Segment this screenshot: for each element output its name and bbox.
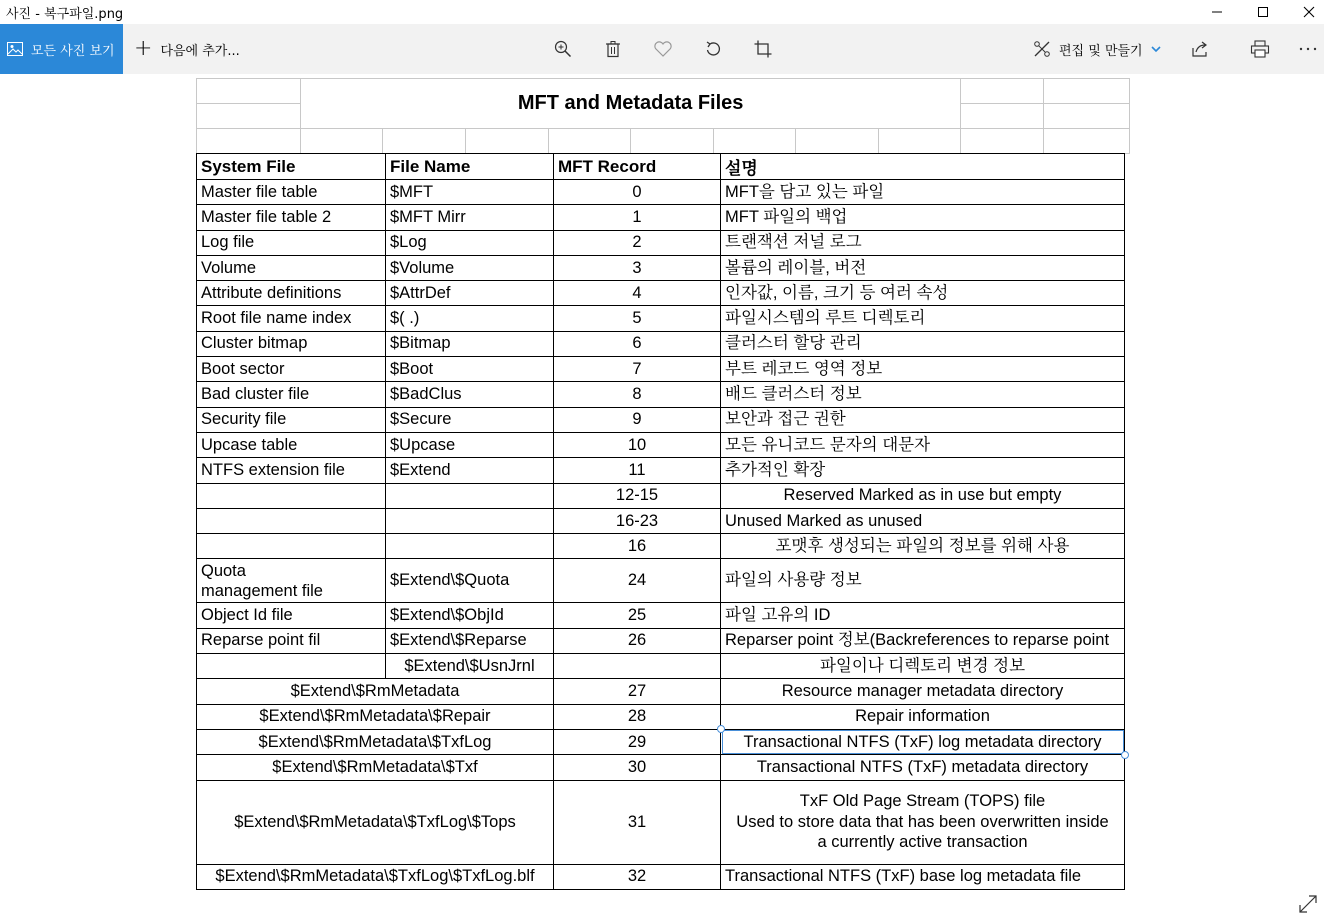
selection-handle[interactable]: [717, 725, 725, 733]
cell-description: 포맷후 생성되는 파일의 정보를 위해 사용: [721, 534, 1125, 559]
delete-button[interactable]: [603, 39, 623, 59]
cell-mft-record: 12-15: [554, 483, 721, 508]
cell-system-file: Master file table: [197, 180, 386, 205]
chevron-down-icon: [1151, 44, 1161, 54]
cell-file-name: $Volume: [386, 255, 554, 280]
cell-mft-record: 11: [554, 458, 721, 483]
cell-description: 보안과 접근 권한: [721, 407, 1125, 432]
cell-description: 볼륨의 레이블, 버전: [721, 255, 1125, 280]
edit-icon: [1033, 40, 1051, 58]
cell-description: Transactional NTFS (TxF) base log metadata file: [721, 864, 1125, 889]
table-row: [197, 603, 1125, 628]
add-to-button[interactable]: [134, 24, 240, 74]
cell-description: Resource manager metadata directory: [721, 679, 1125, 704]
title-bar: [0, 0, 1324, 24]
crop-icon: [754, 40, 772, 58]
cell-system-file: [197, 483, 386, 508]
table-row: [197, 458, 1125, 483]
cell-mft-record: 25: [554, 603, 721, 628]
cell-file-name: $Extend: [386, 458, 554, 483]
cell-file-name: [386, 483, 554, 508]
cell-description: Transactional NTFS (TxF) metadata directory: [721, 755, 1125, 780]
table-row: [197, 483, 1125, 508]
cell-file-name: [386, 508, 554, 533]
zoom-button[interactable]: [553, 39, 573, 59]
cell-mft-record: 32: [554, 864, 721, 889]
cell-merged-name: $Extend\$RmMetadata: [197, 679, 554, 704]
cell-mft-record: 2: [554, 230, 721, 255]
cell-merged-name: $Extend\$RmMetadata\$TxfLog: [197, 729, 554, 754]
rotate-button[interactable]: [703, 39, 723, 59]
cell-system-file: Bad cluster file: [197, 382, 386, 407]
cell-description: MFT 파일의 백업: [721, 205, 1125, 230]
cell-system-file: Log file: [197, 230, 386, 255]
share-icon: [1191, 40, 1211, 58]
maximize-button[interactable]: [1240, 0, 1286, 24]
heart-icon: [653, 40, 673, 58]
cell-merged-name: $Extend\$RmMetadata\$Txf: [197, 755, 554, 780]
table-row: [197, 306, 1125, 331]
cell-file-name: $MFT: [386, 180, 554, 205]
cell-mft-record: 30: [554, 755, 721, 780]
cell-description: Reserved Marked as in use but empty: [721, 483, 1125, 508]
cell-merged-name: $Extend\$RmMetadata\$Repair: [197, 704, 554, 729]
cell-mft-record: 26: [554, 628, 721, 653]
maximize-icon: [1257, 6, 1269, 18]
toolbar: [0, 24, 1324, 74]
cell-mft-record: 9: [554, 407, 721, 432]
window-title: 사진 - 복구파일.png: [6, 7, 124, 22]
cell-description: Reparser point 정보(Backreferences to reparse point: [721, 628, 1125, 653]
cell-mft-record: 1: [554, 205, 721, 230]
header-cell: [1043, 79, 1129, 104]
cell-description: MFT을 담고 있는 파일: [721, 180, 1125, 205]
cell-file-name: $AttrDef: [386, 281, 554, 306]
trash-icon: [604, 40, 622, 58]
minimize-button[interactable]: [1194, 0, 1240, 24]
column-header-description: 설명: [721, 154, 1125, 180]
table-row: [197, 654, 1125, 679]
cell-system-file: Boot sector: [197, 357, 386, 382]
table-row: [197, 534, 1125, 559]
all-photos-label: 모든 사진 보기: [31, 43, 115, 59]
selected-cell: Transactional NTFS (TxF) log metadata directory: [721, 729, 1125, 754]
cell-description: 모든 유니코드 문자의 대문자: [721, 432, 1125, 457]
cell-description: Repair information: [721, 704, 1125, 729]
cell-mft-record: 16-23: [554, 508, 721, 533]
cell-file-name: $Bitmap: [386, 331, 554, 356]
cell-mft-record: 4: [554, 281, 721, 306]
header-grid: [196, 78, 1130, 154]
more-icon: [1298, 46, 1318, 52]
fullscreen-button[interactable]: [1297, 893, 1319, 915]
cell-description: 파일의 사용량 정보: [721, 559, 1125, 603]
table-row: [197, 679, 1125, 704]
cell-mft-record: 5: [554, 306, 721, 331]
table-row: [197, 382, 1125, 407]
cell-merged-name: $Extend\$RmMetadata\$TxfLog\$Tops: [197, 780, 554, 864]
cell-merged-name: $Extend\$RmMetadata\$TxfLog\$TxfLog.blf: [197, 864, 554, 889]
table-row: [197, 205, 1125, 230]
cell-mft-record: 29: [554, 729, 721, 754]
cell-system-file: [197, 654, 386, 679]
cell-file-name: $Upcase: [386, 432, 554, 457]
cell-file-name: $Extend\$ObjId: [386, 603, 554, 628]
table-row: [197, 508, 1125, 533]
cell-system-file: Root file name index: [197, 306, 386, 331]
plus-icon: +: [134, 36, 153, 61]
cell-system-file: Master file table 2: [197, 205, 386, 230]
cell-description: Unused Marked as unused: [721, 508, 1125, 533]
cell-mft-record: 0: [554, 180, 721, 205]
cell-system-file: Upcase table: [197, 432, 386, 457]
cell-mft-record: 16: [554, 534, 721, 559]
table-row: [197, 407, 1125, 432]
cell-system-file: Reparse point fil: [197, 628, 386, 653]
table-row: [197, 281, 1125, 306]
cell-file-name: $Secure: [386, 407, 554, 432]
edit-create-label: 편집 및 만들기: [1059, 43, 1143, 59]
cell-mft-record: 28: [554, 704, 721, 729]
column-header-file-name: File Name: [386, 154, 554, 180]
add-to-label: 다음에 추가...: [160, 43, 240, 59]
cell-mft-record: 6: [554, 331, 721, 356]
table-row: [197, 704, 1125, 729]
cell-mft-record: 8: [554, 382, 721, 407]
table-row: [197, 357, 1125, 382]
table-row: [197, 432, 1125, 457]
cell-description: 파일시스템의 루트 디렉토리: [721, 306, 1125, 331]
table-row: [197, 255, 1125, 280]
rotate-icon: [704, 40, 722, 58]
cell-file-name: $Extend\$UsnJrnl: [386, 654, 554, 679]
cell-mft-record: 10: [554, 432, 721, 457]
cell-system-file: Security file: [197, 407, 386, 432]
print-button[interactable]: [1250, 39, 1270, 59]
cell-file-name: $Extend\$Reparse: [386, 628, 554, 653]
cell-mft-record: 27: [554, 679, 721, 704]
cell-mft-record: 7: [554, 357, 721, 382]
cell-description: 클러스터 할당 관리: [721, 331, 1125, 356]
cell-system-file: Volume: [197, 255, 386, 280]
photo-icon: [7, 42, 23, 56]
header-cell: [197, 104, 301, 129]
cell-system-file: Attribute definitions: [197, 281, 386, 306]
table-row: [197, 628, 1125, 653]
print-icon: [1250, 40, 1270, 58]
close-icon: [1303, 6, 1315, 18]
table-row: [197, 230, 1125, 255]
cell-file-name: $Extend\$Quota: [386, 559, 554, 603]
cell-system-file: Object Id file: [197, 603, 386, 628]
crop-button[interactable]: [753, 39, 773, 59]
cell-system-file: [197, 508, 386, 533]
cell-mft-record: 31: [554, 780, 721, 864]
cell-mft-record: 3: [554, 255, 721, 280]
column-header-mft-record: MFT Record: [554, 154, 721, 180]
cell-description: TxF Old Page Stream (TOPS) file Used to store data that has been overwritten inside a currently active transaction: [721, 780, 1125, 864]
cell-file-name: $Log: [386, 230, 554, 255]
table-row: [197, 180, 1125, 205]
photo-canvas[interactable]: [196, 78, 1130, 896]
selection-handle[interactable]: [1121, 751, 1129, 759]
table-row: [197, 864, 1125, 889]
cell-description: 트랜잭션 저널 로그: [721, 230, 1125, 255]
cell-description: 파일이나 디렉토리 변경 정보: [721, 654, 1125, 679]
cell-description: 인자값, 이름, 크기 등 여러 속성: [721, 281, 1125, 306]
cell-system-file: Cluster bitmap: [197, 331, 386, 356]
edit-create-button[interactable]: [1033, 24, 1161, 74]
cell-mft-record: 24: [554, 559, 721, 603]
cell-system-file: NTFS extension file: [197, 458, 386, 483]
minimize-icon: [1211, 6, 1223, 18]
cell-system-file: [197, 534, 386, 559]
close-button[interactable]: [1286, 0, 1324, 24]
cell-file-name: $Boot: [386, 357, 554, 382]
cell-file-name: $BadClus: [386, 382, 554, 407]
cell-mft-record: [554, 654, 721, 679]
table-row: [197, 559, 1125, 603]
column-header-system-file: System File: [197, 154, 386, 180]
cell-description: 파일 고유의 ID: [721, 603, 1125, 628]
share-button[interactable]: [1191, 39, 1211, 59]
more-button[interactable]: [1298, 39, 1318, 59]
table-row: [197, 780, 1125, 864]
table-row: [197, 331, 1125, 356]
header-cell: [961, 104, 1043, 129]
mft-table: [196, 153, 1125, 890]
expand-icon: [1297, 893, 1319, 915]
cell-description: 부트 레코드 영역 정보: [721, 357, 1125, 382]
cell-file-name: $MFT Mirr: [386, 205, 554, 230]
table-row: [197, 755, 1125, 780]
cell-file-name: $( .): [386, 306, 554, 331]
zoom-in-icon: [554, 40, 572, 58]
header-cell: [961, 79, 1043, 104]
header-cell: [1043, 104, 1129, 129]
table-row: [197, 729, 1125, 754]
favorite-button[interactable]: [653, 39, 673, 59]
header-cell: [197, 79, 301, 104]
cell-system-file: Quota management file: [197, 559, 386, 603]
cell-file-name: [386, 534, 554, 559]
document-title: MFT and Metadata Files: [300, 79, 960, 129]
cell-description: 추가적인 확장: [721, 458, 1125, 483]
all-photos-button[interactable]: [0, 24, 123, 74]
cell-description: 배드 클러스터 정보: [721, 382, 1125, 407]
